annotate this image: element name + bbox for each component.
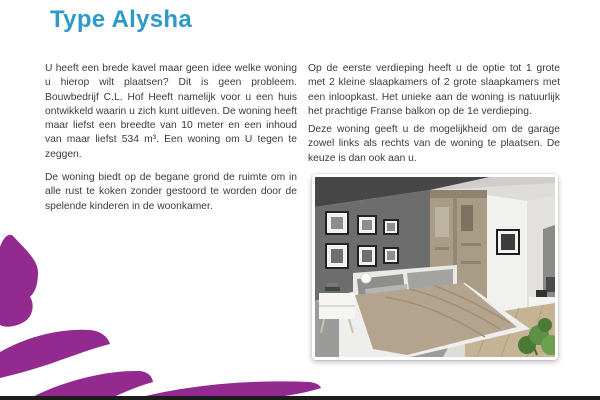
brand-flower-logo bbox=[0, 225, 340, 400]
white-column bbox=[487, 195, 527, 317]
bedroom-photo bbox=[312, 174, 558, 360]
paragraph-first-floor: Op de eerste verdieping heeft u de optie tot 1 grote met 2 kleine slaapkamers of 2 grote slaapkamers met een inloopkast. Het unieke aan de woning is natuurlijk het prachtige Franse balkon op de 1e verdieping. bbox=[308, 63, 560, 117]
paragraph-garage: Deze woning geeft u de mogelijkheid om de garage zowel links als rechts van de woning te plaatsen. De keuze is dan ook aan u. bbox=[308, 124, 560, 164]
page-title: Type Alysha bbox=[50, 6, 193, 33]
paragraph-ground-floor: De woning biedt op de begane grond de ruimte om in alle rust te koken zonder gestoord te worden door de spelende kinderen in de woonkamer. bbox=[45, 172, 297, 212]
left-column bbox=[45, 62, 297, 223]
petal-shape bbox=[0, 235, 38, 327]
ball-lamp bbox=[361, 273, 371, 283]
paragraph-intro: U heeft een brede kavel maar geen idee welke woning u hierop wilt plaatsen? Dit is geen probleem. Bouwbedrijf C.L. Hof Heeft namelijk voor u een huis ontwikkeld waarin u zich kunt uitleven. De woning heeft maar liefst een breedte van 10 meter en een inhoud van maar liefst 534 m³. Een woning om U tegen te zeggen. bbox=[45, 63, 297, 160]
bottom-border bbox=[0, 396, 600, 400]
bedroom-photo-art bbox=[315, 177, 555, 357]
wave-1 bbox=[0, 330, 110, 378]
